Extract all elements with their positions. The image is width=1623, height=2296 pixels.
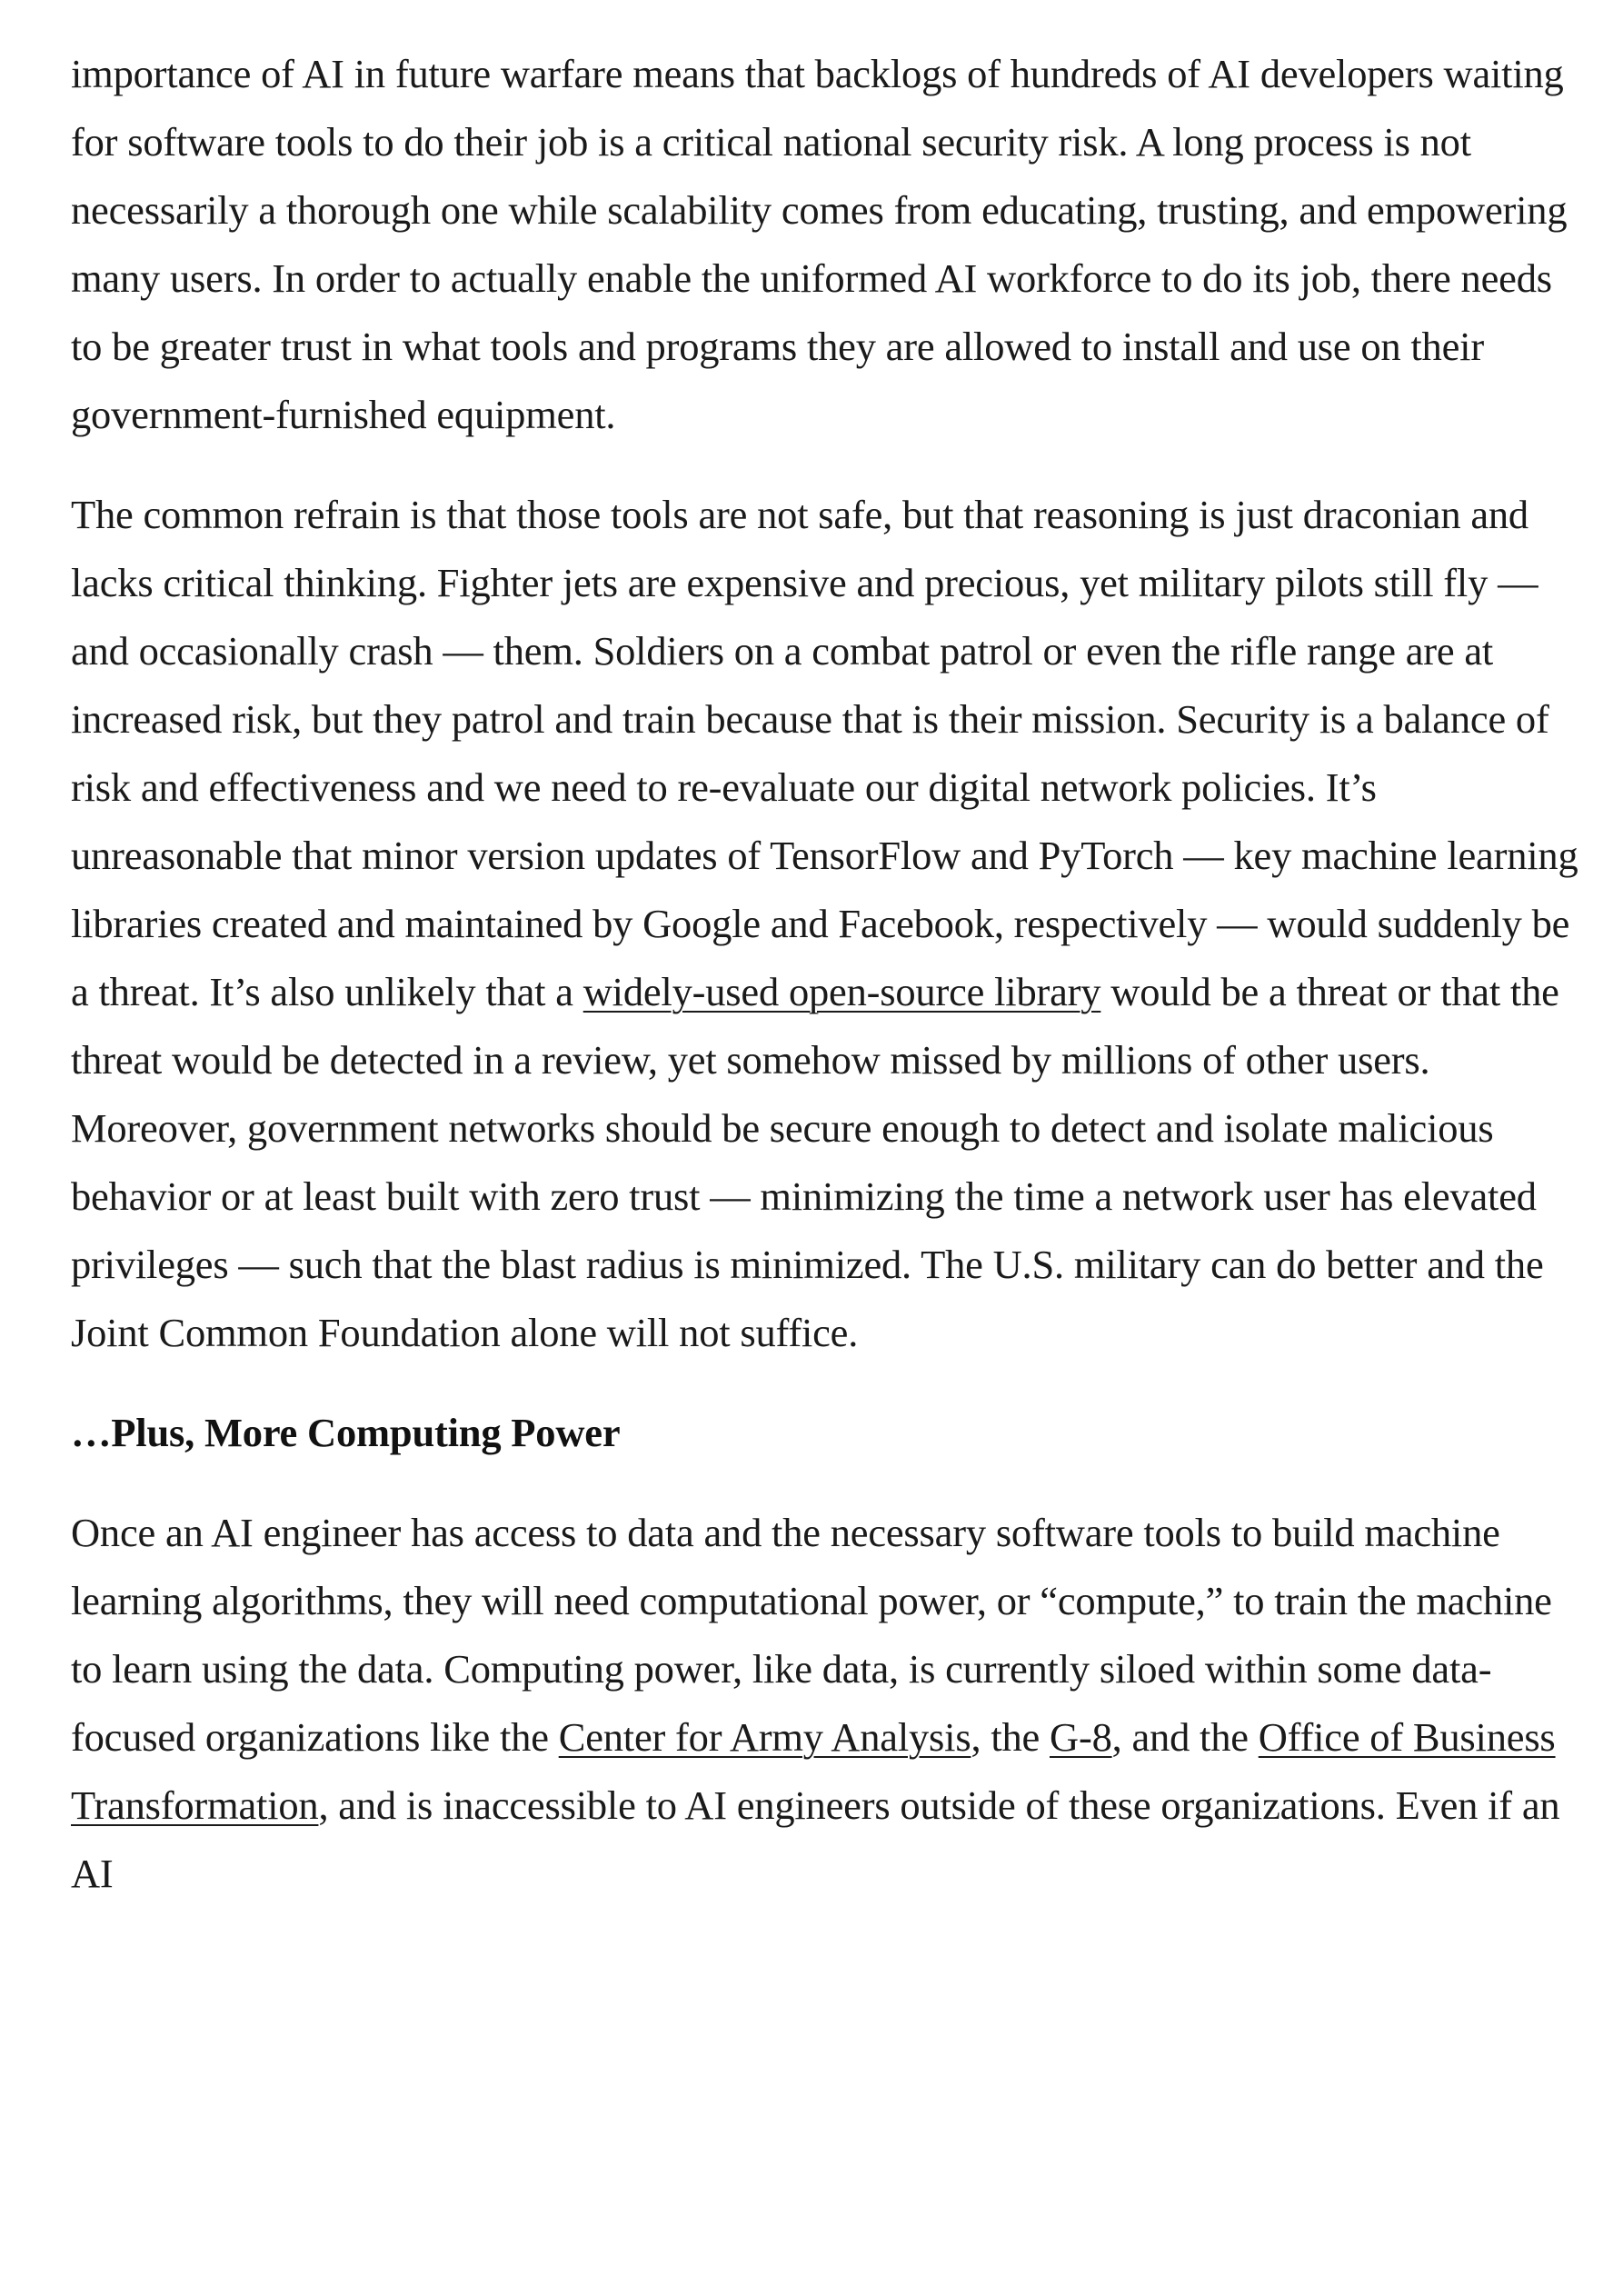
paragraph-compute <box>71 1499 1579 1908</box>
link-g8[interactable]: G-8 <box>1050 1714 1112 1760</box>
paragraph-text: , and the <box>1111 1714 1259 1760</box>
link-open-source-library[interactable]: widely-used open-source library <box>582 969 1101 1014</box>
paragraph-workforce-trust: importance of AI in future warfare means that backlogs of hundreds of AI developers waiting for software tools to do their job is a critical national security risk. A long process is not necessarily a thorough one while scalability comes from educating, trusting, and empowering many users. In order to actually enable the uniformed AI workforce to do its job, there needs to be greater trust in what tools and programs they are allowed to install and use on their government-furnished equipment. <box>71 51 1568 437</box>
paragraph-text: The common refrain is that those tools are not safe, but that reasoning is just draconian and lacks critical thinking. Fighter jets are expensive and precious, yet military pilots still fly — and occasionally crash — them. Soldiers on a combat patrol or even the rifle range are at increased risk, but they patrol and train because that is their mission. Security is a balance of risk and effectiveness and we need to re-evaluate our digital network policies. It’s unreasonable that minor version updates of TensorFlow and PyTorch — key machine learning libraries created and maintained by Google and Facebook, respectively — would suddenly be a threat. It’s also unlikely that a <box>71 492 1578 1014</box>
paragraph-text: , the <box>971 1714 1050 1760</box>
link-center-for-army-analysis[interactable]: Center for Army Analysis <box>558 1714 971 1760</box>
paragraph-text: would be a threat or that the threat would be detected in a review, yet somehow missed by millions of other users. Moreover, government networks should be secure enough to detect and isolate malicious behavior or at least built with zero trust — minimizing the time a network user has elevated privileges — such that the blast radius is minimized. The U.S. military can do better and the Joint Common Foundation alone will not suffice. <box>71 969 1559 1355</box>
link-office-of-business-transformation[interactable]: Office of Business Transformation <box>71 1714 1556 1828</box>
paragraph-text: Once an AI engineer has access to data and the necessary software tools to build machine learning algorithms, they will need computational power, or “compute,” to train the machine to learn using the data. Computing power, like data, is currently siloed within some data-focused organizations like the <box>71 1510 1552 1760</box>
section-heading-computing-power: …Plus, More Computing Power <box>71 1410 621 1455</box>
article-body <box>71 40 1579 1908</box>
paragraph-text: , and is inaccessible to AI engineers outside of these organizations. Even if an AI <box>71 1782 1560 1896</box>
paragraph-security-balance <box>71 481 1579 1367</box>
